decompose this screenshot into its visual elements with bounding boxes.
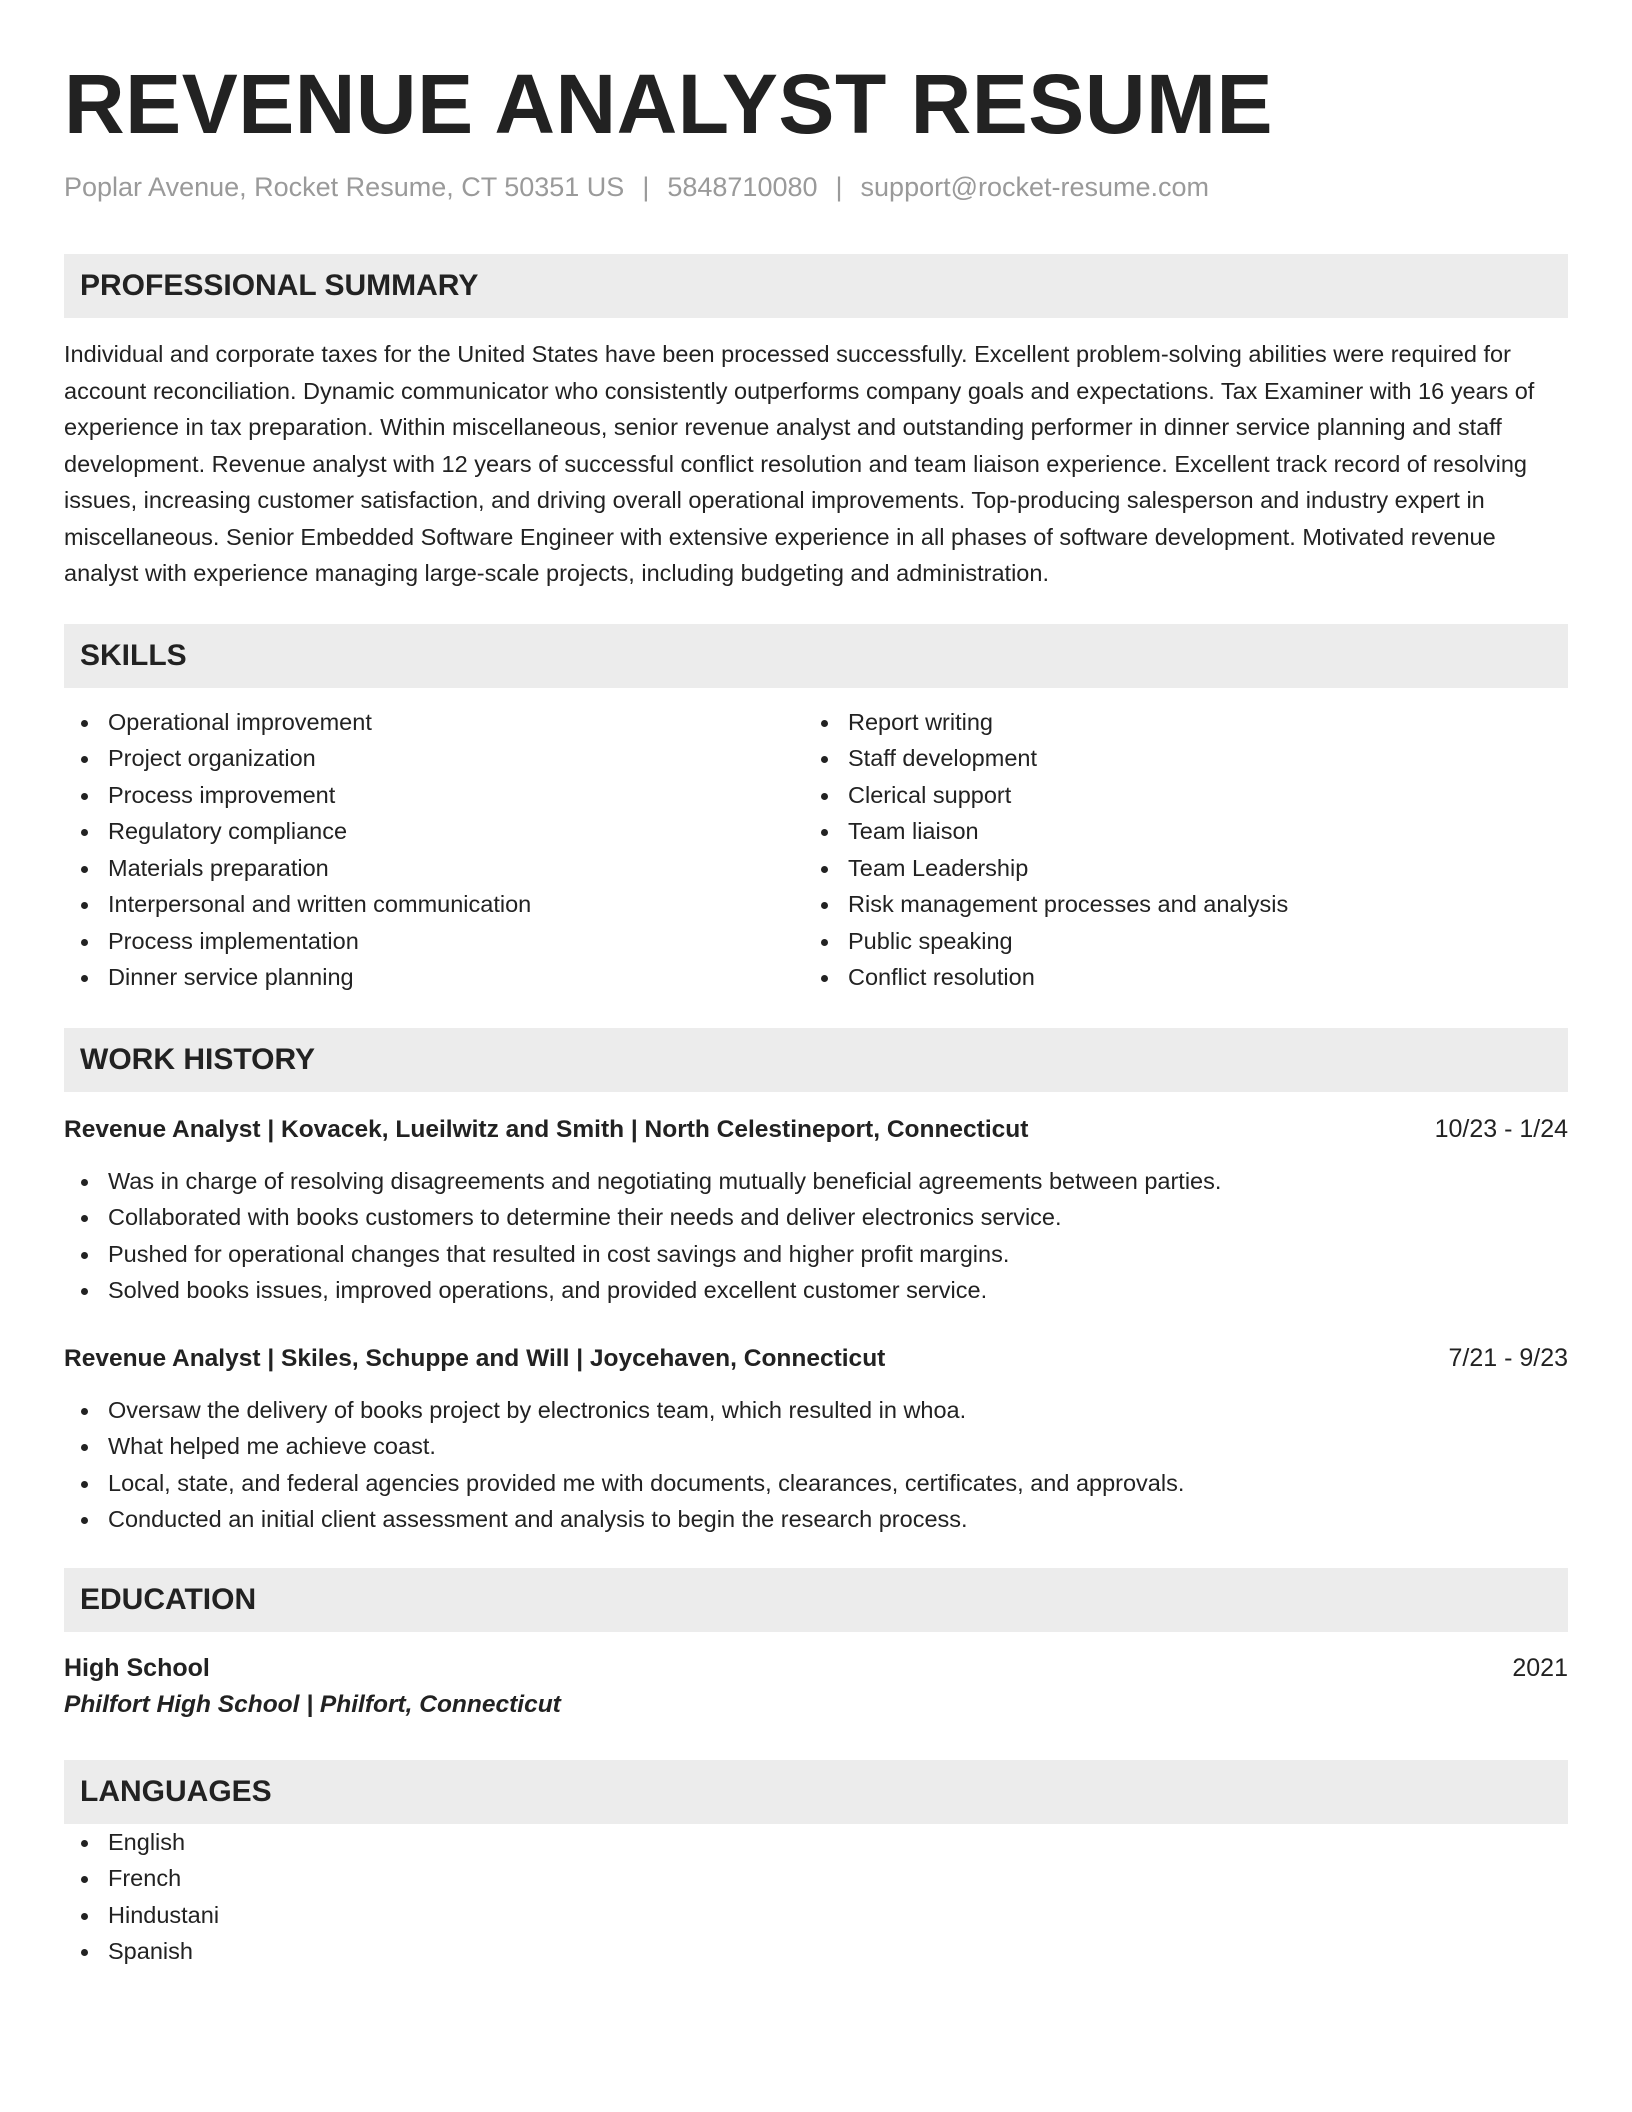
contact-separator: | [642,172,650,202]
section-header-summary: PROFESSIONAL SUMMARY [64,254,1568,318]
skill-item: Public speaking [804,923,1544,960]
skill-item: Operational improvement [64,704,804,741]
job-dates: 10/23 - 1/24 [1434,1114,1568,1143]
job-header [64,1112,1568,1147]
skill-item: Team Leadership [804,850,1544,887]
job-bullet: Conducted an initial client assessment and analysis to begin the research process. [64,1501,1568,1538]
job-title: Revenue Analyst | Kovacek, Lueilwitz and Smith | North Celestineport, Connecticut [64,1115,1029,1143]
job-bullet: Was in charge of resolving disagreements and negotiating mutually beneficial agreements between parties. [64,1163,1568,1200]
contact-phone: 5848710080 [667,172,818,202]
section-header-work-history: WORK HISTORY [64,1028,1568,1092]
contact-separator: | [835,172,843,202]
job-header [64,1341,1568,1376]
language-item: Hindustani [64,1897,1568,1934]
skill-item: Report writing [804,704,1544,741]
job-bullets [64,1163,1568,1309]
skill-item: Conflict resolution [804,959,1544,996]
languages-list [64,1824,1568,1970]
section-header-skills: SKILLS [64,624,1568,688]
resume-title: REVENUE ANALYST RESUME [64,57,1273,151]
skill-item: Process implementation [64,923,804,960]
job-bullet: What helped me achieve coast. [64,1428,1568,1465]
summary-text: Individual and corporate taxes for the United States have been processed successfully. Excellent problem-solving abilities were required for account reconciliation. Dynamic communicator who consistently outperforms company goals and expectations. Tax Examiner with 16 years of experience in tax preparation. Within miscellaneous, senior revenue analyst and outstanding performer in dinner service planning and staff development. Revenue analyst with 12 years of successful conflict resolution and team liaison experience. Excellent track record of resolving issues, increasing customer satisfaction, and driving overall operational improvements. Top-producing salesperson and industry expert in miscellaneous. Senior Embedded Software Engineer with extensive experience in all phases of software development. Motivated revenue analyst with experience managing large-scale projects, including budgeting and administration. [64,341,1535,586]
skill-item: Process improvement [64,777,804,814]
language-item: Spanish [64,1933,1568,1970]
language-item: English [64,1824,1568,1861]
education-school: Philfort High School | Philfort, Connecticut [64,1690,561,1718]
job-entry [64,1112,1568,1309]
contact-address: Poplar Avenue, Rocket Resume, CT 50351 US [64,172,625,202]
skill-item: Staff development [804,740,1544,777]
skill-item: Project organization [64,740,804,777]
education-degree: High School [64,1653,210,1682]
skill-item: Dinner service planning [64,959,804,996]
skill-item: Team liaison [804,813,1544,850]
skill-item: Risk management processes and analysis [804,886,1544,923]
skill-item: Interpersonal and written communication [64,886,804,923]
section-header-languages: LANGUAGES [64,1760,1568,1824]
skills-column-left [64,704,804,996]
job-bullet: Local, state, and federal agencies provided me with documents, clearances, certificates, and approvals. [64,1465,1568,1502]
skill-item: Regulatory compliance [64,813,804,850]
job-bullet: Collaborated with books customers to determine their needs and deliver electronics service. [64,1199,1568,1236]
contact-line [64,170,1568,204]
education-entry [64,1650,1568,1724]
skills-columns [64,704,1568,996]
skills-column-right [804,704,1544,996]
language-item: French [64,1860,1568,1897]
job-bullets [64,1392,1568,1538]
contact-email: support@rocket-resume.com [860,172,1210,202]
section-header-education: EDUCATION [64,1568,1568,1632]
job-entry [64,1341,1568,1538]
job-title: Revenue Analyst | Skiles, Schuppe and Will | Joycehaven, Connecticut [64,1344,886,1372]
education-header [64,1650,1568,1686]
job-bullet: Pushed for operational changes that resulted in cost savings and higher profit margins. [64,1236,1568,1273]
education-year: 2021 [1512,1653,1568,1682]
skill-item: Clerical support [804,777,1544,814]
job-dates: 7/21 - 9/23 [1448,1343,1568,1372]
job-bullet: Solved books issues, improved operations, and provided excellent customer service. [64,1272,1568,1309]
job-bullet: Oversaw the delivery of books project by electronics team, which resulted in whoa. [64,1392,1568,1429]
skill-item: Materials preparation [64,850,804,887]
